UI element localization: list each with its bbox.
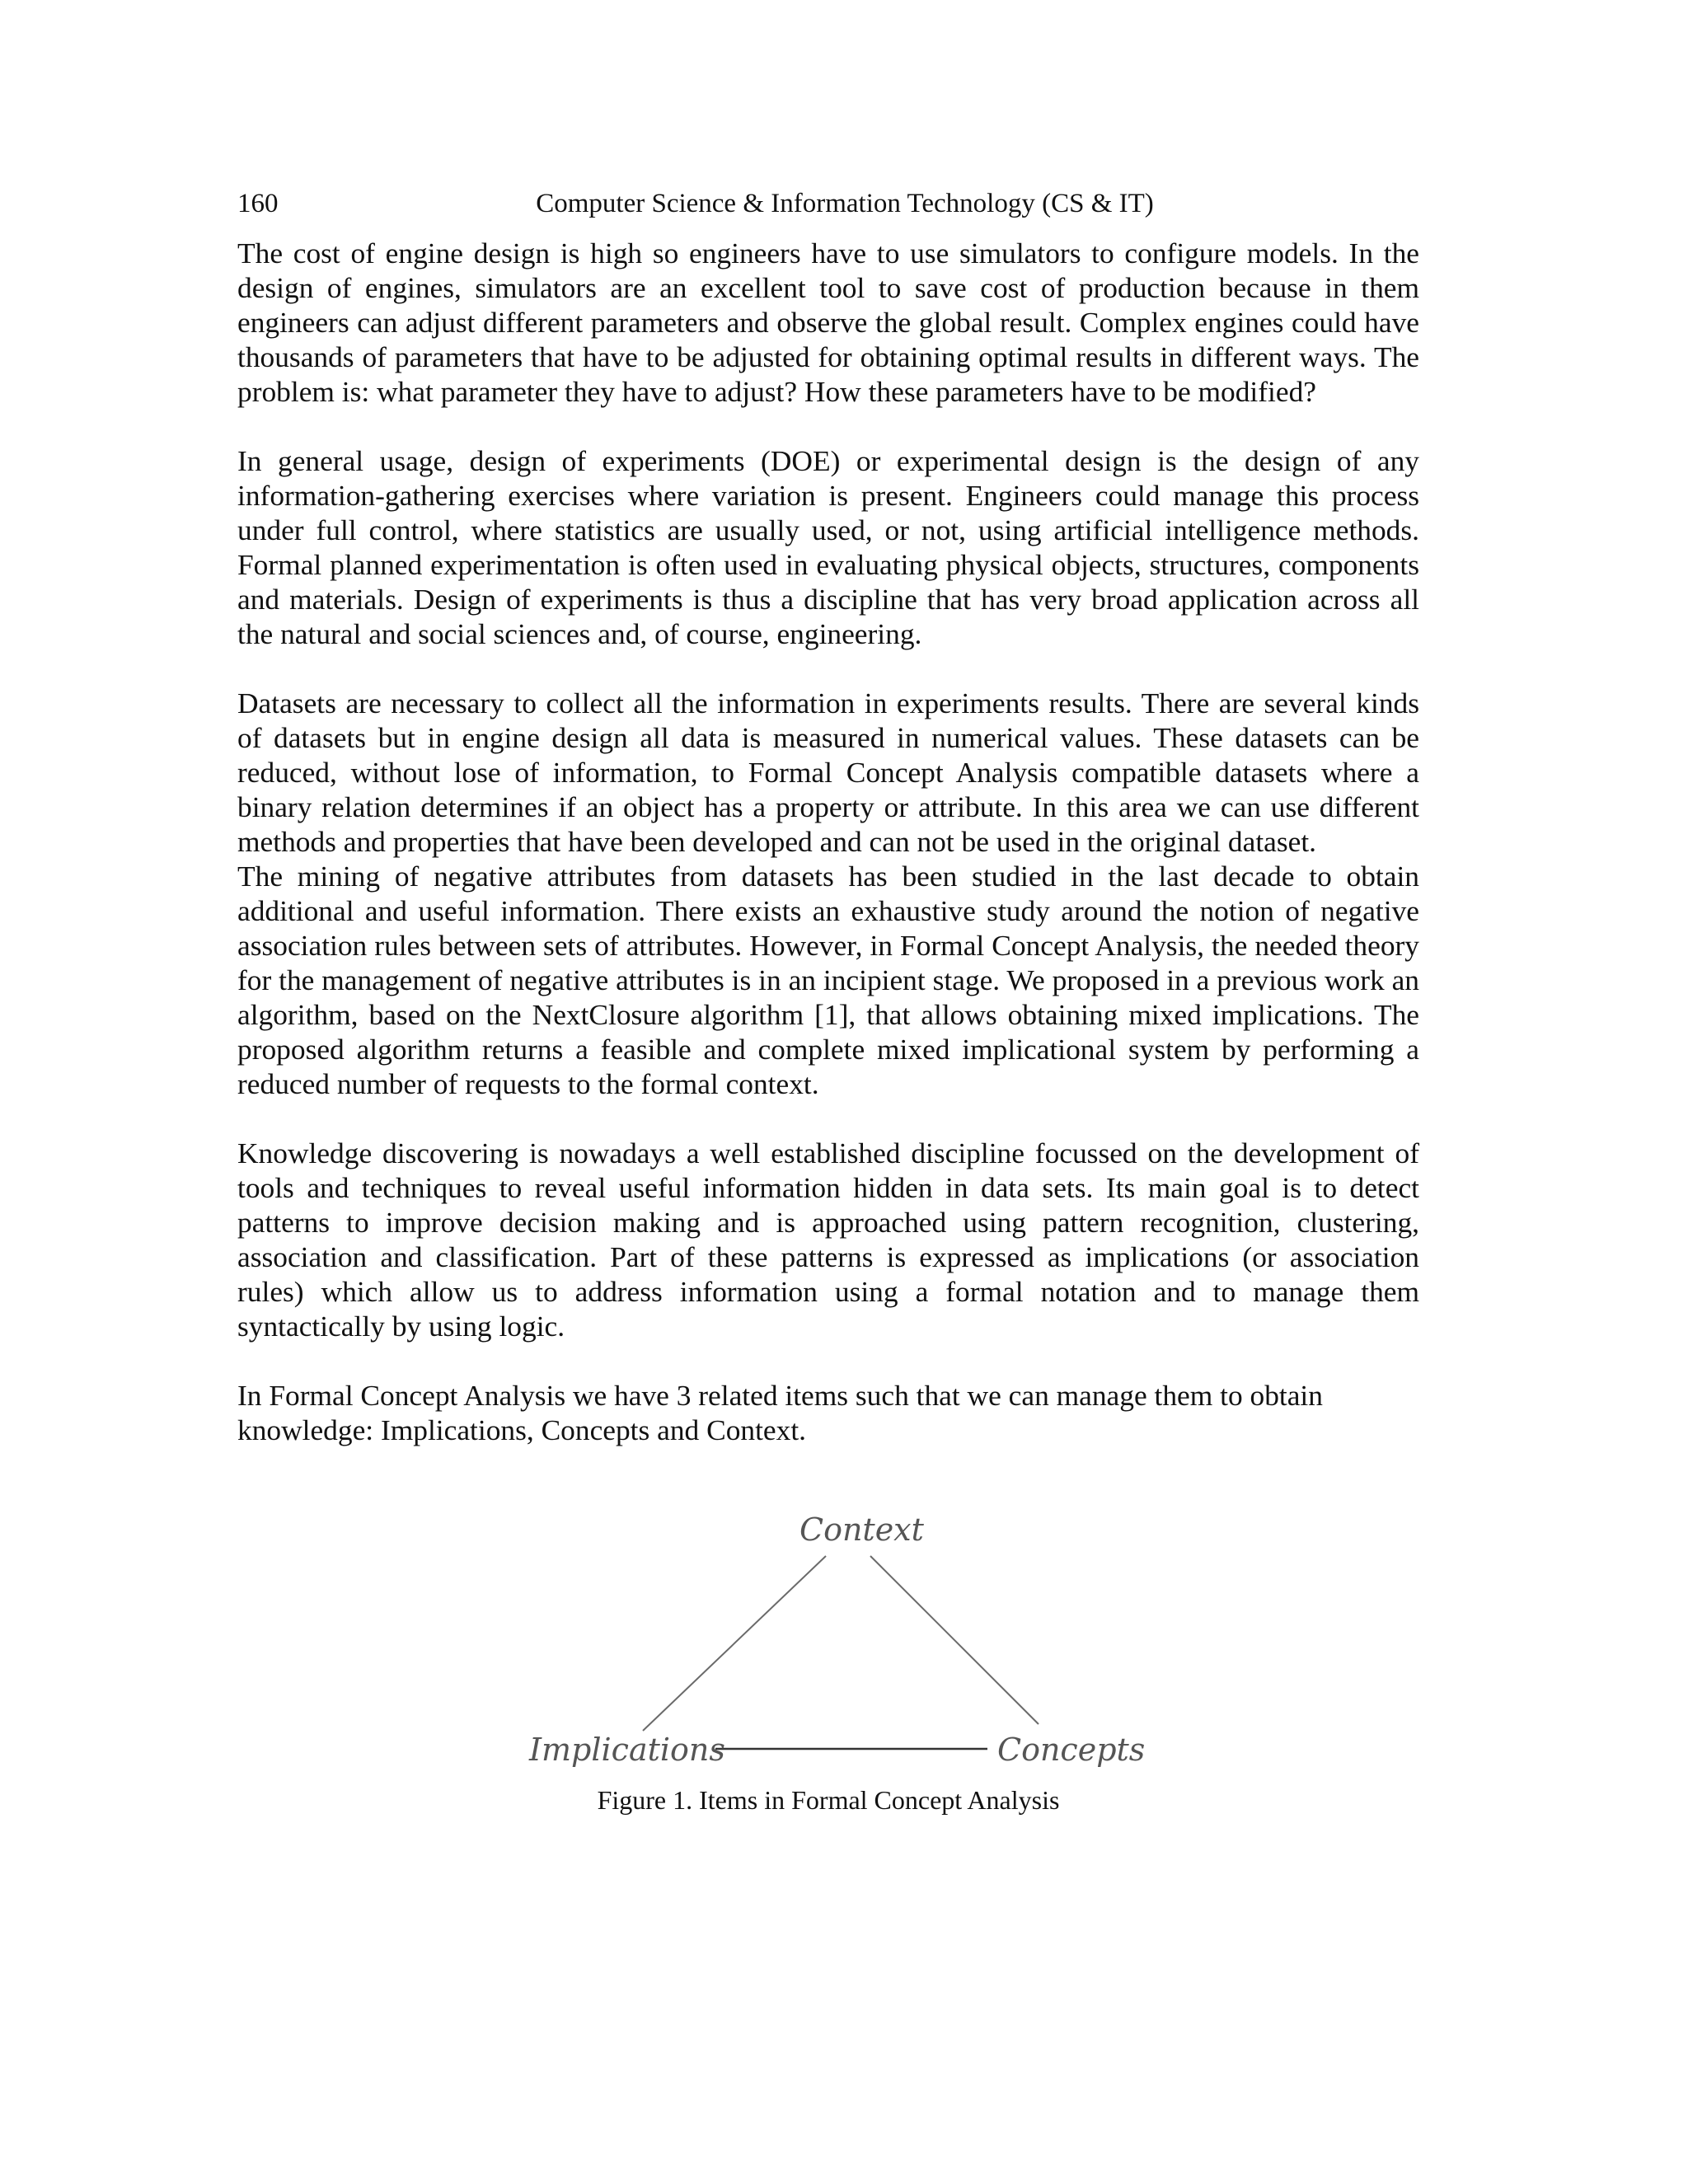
node-implications: Implications <box>529 1732 725 1768</box>
figure-caption: Figure 1. Items in Formal Concept Analysis <box>597 1785 1060 1815</box>
body-text <box>237 236 1419 1447</box>
edge-context-concepts <box>870 1556 1039 1724</box>
paragraph-engine-design: The cost of engine design is high so engineers have to use simulators to configure models. In the design of engines, simulators are an excellent tool to save cost of production because in them engineers can adjust different parameters and observe the global result. Complex engines could have thousands of parameters that have to be adjusted for obtaining optimal results in different ways. The problem is: what parameter they have to adjust? How these parameters have to be modified? <box>237 237 1419 408</box>
paragraph-fca-items: In Formal Concept Analysis we have 3 related items such that we can manage them to obtain knowledge: Implications, Concepts and Context. <box>237 1379 1323 1446</box>
paragraph-design-of-experiments: In general usage, design of experiments (DOE) or experimental design is the design of any information-gathering exercises where variation is present. Engineers could manage this process under full control, where statistics are usually used, or not, using artificial intelligence methods. Formal planned experimentation is often used in evaluating physical objects, structures, components and materials. Design of experiments is thus a discipline that has very broad application across all the natural and social sciences and, of course, engineering. <box>237 444 1419 650</box>
paragraph-datasets: Datasets are necessary to collect all the information in experiments results. There are several kinds of datasets but in engine design all data is measured in numerical values. These datasets can be reduced, without lose of information, to Formal Concept Analysis compatible datasets where a binary relation determines if an object has a property or attribute. In this area we can use different methods and properties that have been developed and can not be used in the original dataset. <box>237 687 1419 858</box>
page-number: 160 <box>237 189 279 218</box>
node-context: Context <box>799 1511 924 1548</box>
node-concepts: Concepts <box>997 1732 1146 1768</box>
running-header <box>237 185 1419 222</box>
edge-context-implications <box>643 1556 826 1731</box>
journal-title: Computer Science & Information Technology (CS & IT) <box>536 189 1154 218</box>
paragraph-negative-attributes: The mining of negative attributes from datasets has been studied in the last decade to obtain additional and useful information. There exists an exhaustive study around the notion of negative association rules between sets of attributes. However, in Formal Concept Analysis, the needed theory for the management of negative attributes is in an incipient stage. We proposed in a previous work an algorithm, based on the NextClosure algorithm [1], that allows obtaining mixed implications. The proposed algorithm returns a feasible and complete mixed implicational system by performing a reduced number of requests to the formal context. <box>237 860 1419 1100</box>
paragraph-knowledge-discovering: Knowledge discovering is nowadays a well established discipline focussed on the development of tools and techniques to reveal useful information hidden in data sets. Its main goal is to detect patterns to improve decision making and is approached using pattern recognition, clustering, association and classification. Part of these patterns is expressed as implications (or association rules) which allow us to address information using a formal notation and to manage them syntactically by using logic. <box>237 1137 1419 1343</box>
